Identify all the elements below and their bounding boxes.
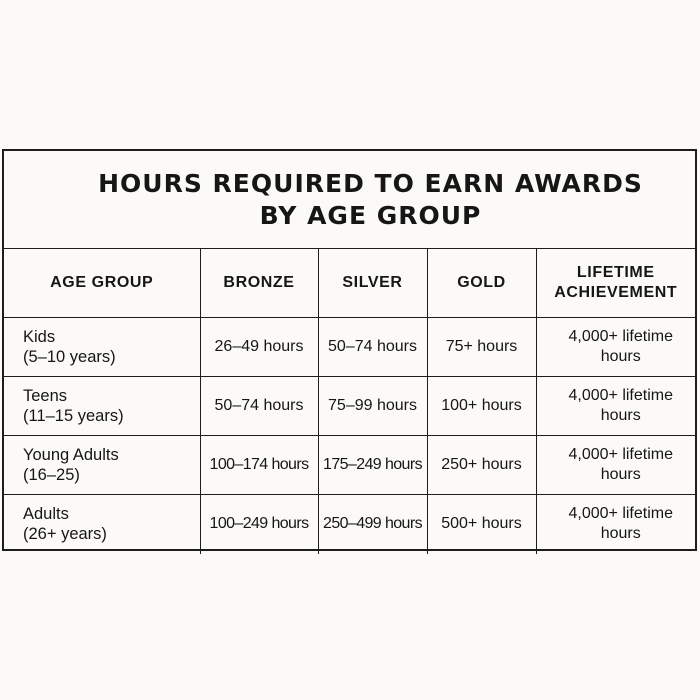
- table-row: [4, 436, 695, 495]
- title-line-1: HOURS REQUIRED TO EARN AWARDS: [98, 168, 643, 198]
- header-silver: SILVER: [318, 249, 427, 318]
- age-group-range: (11–15 years): [23, 407, 124, 425]
- header-lifetime-line-2: ACHIEVEMENT: [554, 284, 678, 301]
- age-group-range: (16–25): [23, 466, 80, 484]
- header-lifetime: [536, 249, 695, 318]
- age-group-cell: [4, 436, 200, 495]
- lifetime-cell: [536, 436, 695, 495]
- lifetime-cell: [536, 318, 695, 377]
- age-group-cell: [4, 495, 200, 554]
- header-bronze: BRONZE: [200, 249, 318, 318]
- gold-cell: 100+ hours: [427, 377, 536, 436]
- bronze-cell: 100–174 hours: [200, 436, 318, 495]
- silver-cell: 75–99 hours: [318, 377, 427, 436]
- lifetime-line-1: 4,000+ lifetime: [568, 505, 673, 523]
- silver-cell: 175–249 hours: [318, 436, 427, 495]
- header-lifetime-line-1: LIFETIME: [576, 264, 655, 281]
- table-title: [4, 151, 695, 249]
- gold-cell: 75+ hours: [427, 318, 536, 377]
- silver-cell: 50–74 hours: [318, 318, 427, 377]
- silver-cell: 250–499 hours: [318, 495, 427, 554]
- title-line-2: BY AGE GROUP: [259, 200, 482, 230]
- lifetime-line-2: hours: [600, 348, 641, 365]
- header-row: [4, 249, 695, 318]
- table-row: [4, 318, 695, 377]
- age-group-range: (26+ years): [23, 525, 107, 544]
- header-age-group: AGE GROUP: [4, 249, 200, 318]
- bronze-cell: 100–249 hours: [200, 495, 318, 554]
- header-gold: GOLD: [427, 249, 536, 318]
- age-group-cell: [4, 377, 200, 436]
- age-group-name: Teens: [23, 387, 68, 405]
- table-row: [4, 377, 695, 436]
- lifetime-line-2: hours: [600, 525, 641, 543]
- lifetime-line-2: hours: [600, 407, 641, 424]
- age-group-name: Kids: [23, 328, 56, 346]
- lifetime-cell: [536, 495, 695, 554]
- age-group-range: (5–10 years): [23, 348, 116, 366]
- gold-cell: 500+ hours: [427, 495, 536, 554]
- lifetime-cell: [536, 377, 695, 436]
- awards-table-card: [2, 149, 697, 551]
- awards-table: [4, 249, 695, 554]
- age-group-name: Adults: [23, 505, 69, 524]
- table-row: [4, 495, 695, 554]
- age-group-name: Young Adults: [23, 446, 119, 464]
- lifetime-line-2: hours: [600, 466, 641, 483]
- bronze-cell: 26–49 hours: [200, 318, 318, 377]
- gold-cell: 250+ hours: [427, 436, 536, 495]
- age-group-cell: [4, 318, 200, 377]
- lifetime-line-1: 4,000+ lifetime: [568, 387, 673, 404]
- bronze-cell: 50–74 hours: [200, 377, 318, 436]
- lifetime-line-1: 4,000+ lifetime: [568, 328, 673, 345]
- lifetime-line-1: 4,000+ lifetime: [568, 446, 673, 463]
